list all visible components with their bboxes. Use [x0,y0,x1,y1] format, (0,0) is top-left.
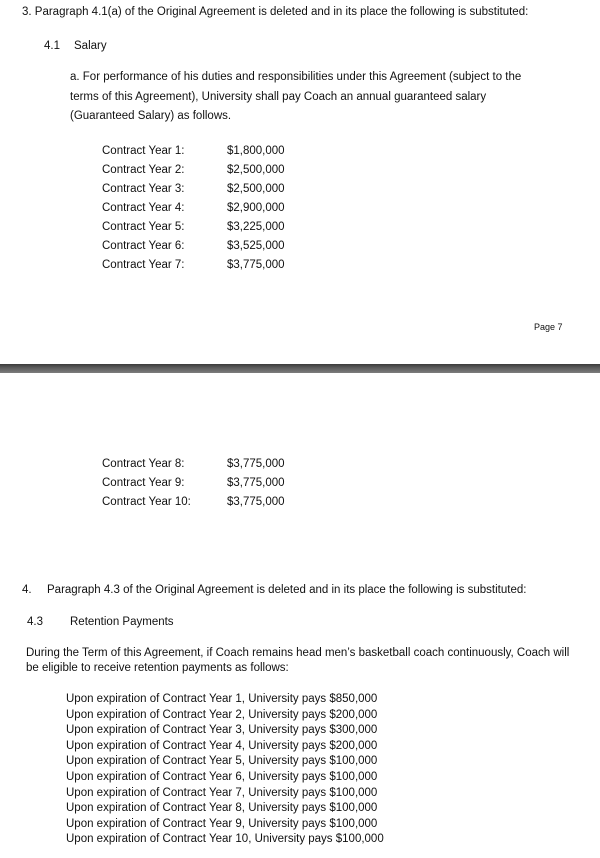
salary-amount: $2,900,000 [227,202,285,214]
salary-amount: $1,800,000 [227,145,285,157]
retention-payment-list [66,692,384,848]
subsection-4-3-title: Retention Payments [70,616,174,628]
retention-list-item: Upon expiration of Contract Year 5, University pays $100,000 [66,755,378,768]
retention-list-item: Upon expiration of Contract Year 3, University pays $300,000 [66,724,378,737]
retention-list-item: Upon expiration of Contract Year 7, University pays $100,000 [66,786,378,799]
contract-year-label: Contract Year 3: [102,183,185,195]
contract-year-label: Contract Year 8: [102,458,185,470]
salary-amount: $3,775,000 [227,496,285,508]
salary-amount: $2,500,000 [227,164,285,176]
page-separator [0,364,600,373]
retention-list-item: Upon expiration of Contract Year 10, University pays $100,000 [66,833,384,846]
salary-amount: $3,775,000 [227,477,285,489]
salary-amount: $3,775,000 [227,458,285,470]
contract-year-label: Contract Year 6: [102,240,185,252]
retention-intro-paragraph: During the Term of this Agreement, if Coach remains head men’s basketball coach continuously, Coach will be eligible to receive retention payments as follows: [26,647,570,675]
retention-list-item: Upon expiration of Contract Year 6, University pays $100,000 [66,770,378,783]
section-3-heading: 3. Paragraph 4.1(a) of the Original Agreement is deleted and in its place the following is substituted: [22,6,529,18]
contract-year-label: Contract Year 4: [102,202,185,214]
page-8 [0,373,600,858]
salary-amount: $3,775,000 [227,259,285,271]
contract-year-label: Contract Year 9: [102,477,185,489]
contract-year-label: Contract Year 1: [102,145,185,157]
salary-amount: $3,225,000 [227,221,285,233]
page-number: Page 7 [534,322,563,332]
section-4-number: 4. [22,584,32,596]
contract-year-label: Contract Year 2: [102,164,185,176]
subsection-4-1-number: 4.1 [44,40,60,52]
contract-year-label: Contract Year 5: [102,221,185,233]
subsection-4-1-title: Salary [74,40,107,52]
salary-amount: $3,525,000 [227,240,285,252]
salary-paragraph-a: a. For performance of his duties and responsibilities under this Agreement (subject to the terms of this Agreement), University shall pay Coach an annual guaranteed salary (Guaranteed Salary) as follows. [70,71,522,122]
retention-list-item: Upon expiration of Contract Year 9, University pays $100,000 [66,817,378,830]
salary-amount: $2,500,000 [227,183,285,195]
retention-list-item: Upon expiration of Contract Year 1, University pays $850,000 [66,693,378,705]
contract-year-label: Contract Year 7: [102,259,185,271]
retention-list-item: Upon expiration of Contract Year 2, University pays $200,000 [66,708,378,721]
retention-list-item: Upon expiration of Contract Year 8, University pays $100,000 [66,802,378,815]
page-7 [0,0,600,364]
section-4-heading: Paragraph 4.3 of the Original Agreement is deleted and in its place the following is substituted: [47,584,527,596]
contract-year-label: Contract Year 10: [102,496,191,508]
retention-list-item: Upon expiration of Contract Year 4, University pays $200,000 [66,739,378,752]
subsection-4-3-number: 4.3 [27,616,43,628]
